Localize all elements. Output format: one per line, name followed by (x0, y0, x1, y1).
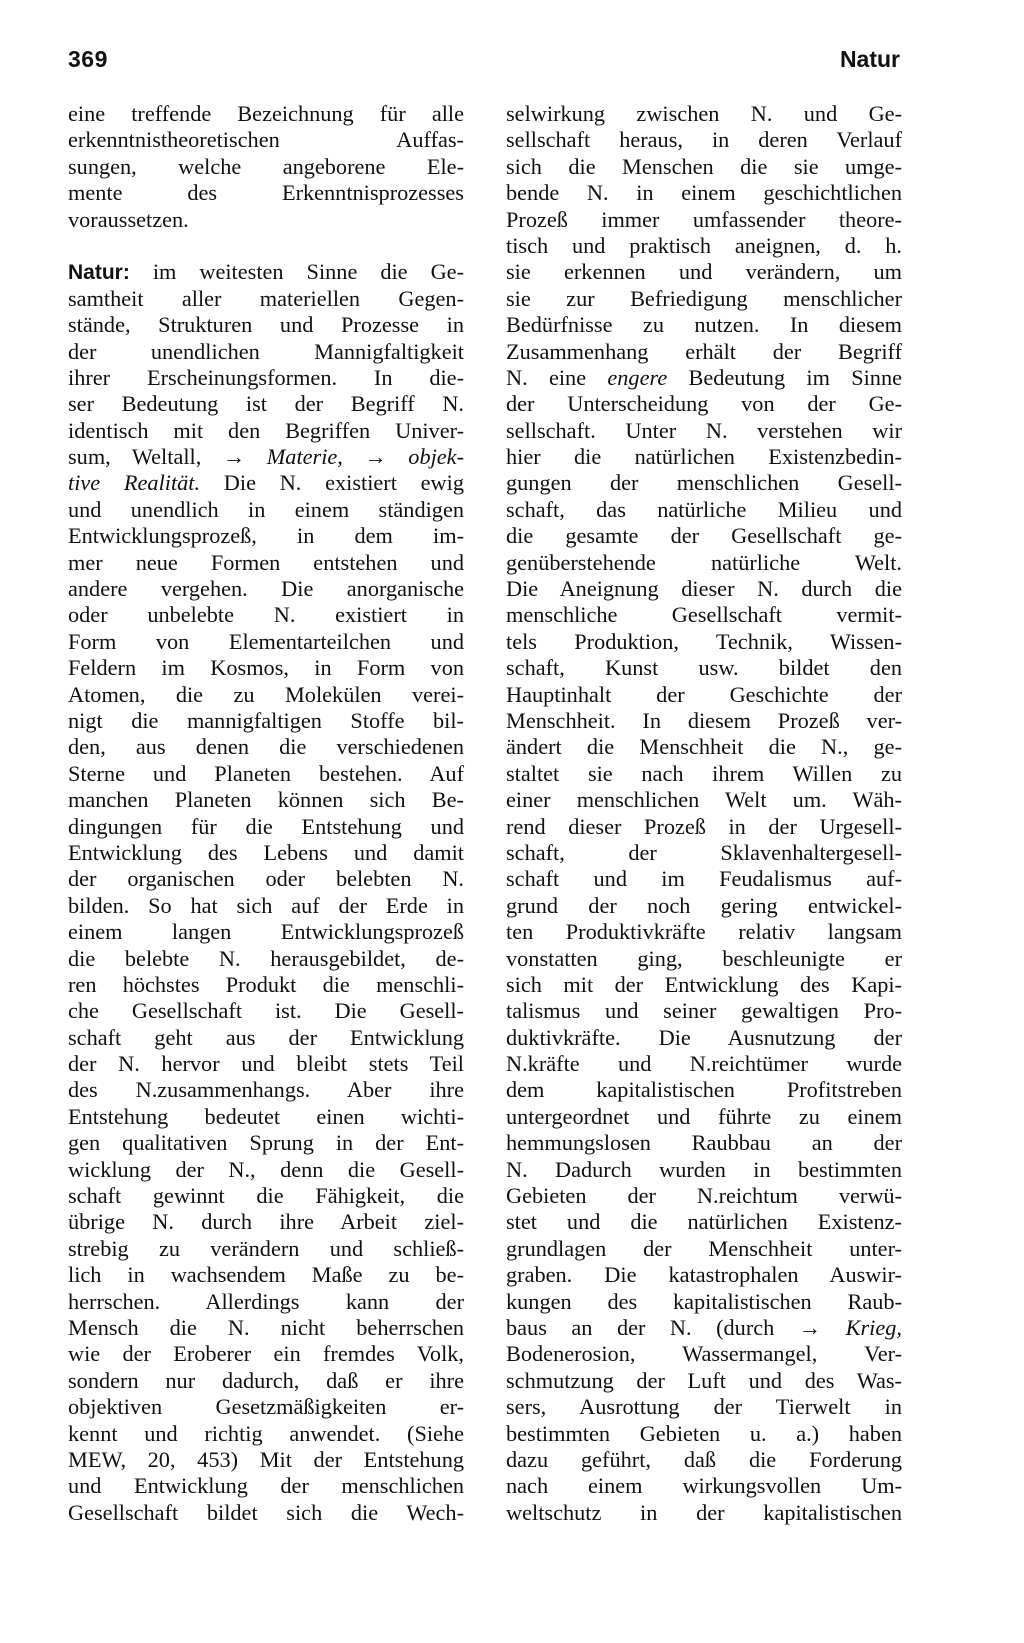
text-line: kungen des kapitalistischen Raub- (506, 1288, 902, 1314)
text-line: und Entwicklung der menschlichen (68, 1473, 464, 1499)
text-line-engere: N. eine engere Bedeutung im Sinne (506, 364, 902, 390)
text-line: Prozeß immer umfassender theore- (506, 206, 902, 232)
text-line: nigt die mannigfaltigen Stoffe bil- (68, 707, 464, 733)
text-line: der organischen oder belebten N. (68, 866, 464, 892)
text-line: grundlagen der Menschheit unter- (506, 1235, 902, 1261)
xref-krieg-link[interactable]: Krieg, (845, 1314, 902, 1340)
text-line: schmutzung der Luft und des Was- (506, 1367, 902, 1393)
entry-first-line: Natur: im weitesten Sinne die Ge- (68, 259, 464, 285)
text-line: schaft geht aus der Entwicklung (68, 1024, 464, 1050)
entry-keyword: Natur: (68, 261, 130, 285)
entry-body-continued (506, 391, 902, 1315)
entry-body-continued (506, 1341, 902, 1526)
text-line: ändert die Menschheit die N., ge- (506, 734, 902, 760)
running-head: Natur (839, 46, 900, 72)
page-number: 369 (68, 46, 108, 72)
text-line: tisch und praktisch aneignen, d. h. (506, 232, 902, 258)
text-line: nach einem wirkungsvollen Um- (506, 1473, 902, 1499)
text-line: grund der noch gering entwickel- (506, 892, 902, 918)
text-line: gungen der menschlichen Gesell- (506, 470, 902, 496)
text-line: che Gesellschaft ist. Die Gesell- (68, 998, 464, 1024)
text-line: sich mit der Entwicklung des Kapi- (506, 971, 902, 997)
text-line: hier die natürlichen Existenzbedin- (506, 444, 902, 470)
emphasis-engere: engere (607, 364, 668, 390)
text-line: Feldern im Kosmos, in Form von (68, 655, 464, 681)
text-line: MEW, 20, 453) Mit der Entstehung (68, 1446, 464, 1472)
text-line: talismus und seiner gewaltigen Pro- (506, 998, 902, 1024)
text-line: sich die Menschen die sie umge- (506, 153, 902, 179)
text-line: stände, Strukturen und Prozesse in (68, 312, 464, 338)
text-line: Entwicklung des Lebens und damit (68, 839, 464, 865)
text-line: genüberstehende natürliche Welt. (506, 549, 902, 575)
text-line: hemmungslosen Raubbau an der (506, 1130, 902, 1156)
text-line: sers, Ausrottung der Tierwelt in (506, 1394, 902, 1420)
text-line: Menschheit. In diesem Prozeß ver- (506, 707, 902, 733)
text-line: oder unbelebte N. existiert in (68, 602, 464, 628)
text-line: schaft, der Sklavenhaltergesell- (506, 839, 902, 865)
text-line: staltet sie nach ihrem Willen zu (506, 760, 902, 786)
text-line: schaft gewinnt die Fähigkeit, die (68, 1183, 464, 1209)
text-line: mer neue Formen entstehen und (68, 549, 464, 575)
text-line: einem langen Entwicklungsprozeß (68, 919, 464, 945)
xref-materie-link[interactable]: Materie, (266, 444, 343, 470)
text-line: eine treffende Bezeichnung für alle (68, 101, 464, 126)
text-line: und unendlich in einem ständigen (68, 496, 464, 522)
text-line: Mensch die N. nicht beherrschen (68, 1314, 464, 1340)
text-line: objektiven Gesetzmäßigkeiten er- (68, 1394, 464, 1420)
text-line: weltschutz in der kapitalistischen (506, 1499, 902, 1525)
text-line: schaft, Kunst usw. bildet den (506, 655, 902, 681)
text-line: manchen Planeten können sich Be- (68, 787, 464, 813)
text-line: duktivkräfte. Die Ausnutzung der (506, 1024, 902, 1050)
text-line: den, aus denen die verschiedenen (68, 734, 464, 760)
text-line: menschliche Gesellschaft vermit- (506, 602, 902, 628)
text-line: graben. Die katastrophalen Auswir- (506, 1262, 902, 1288)
text-line: Form von Elementarteilchen und (68, 628, 464, 654)
text-line: bestimmten Gebieten u. a.) haben (506, 1420, 902, 1446)
text-line: Bodenerosion, Wassermangel, Ver- (506, 1341, 902, 1367)
text-line: sungen, welche angeborene Ele- (68, 153, 464, 179)
text-line: N.kräfte und N.reichtümer wurde (506, 1051, 902, 1077)
text-line: kennt und richtig anwendet. (Siehe (68, 1420, 464, 1446)
text-line: dazu geführt, daß die Forderung (506, 1446, 902, 1472)
entry-body (68, 497, 464, 1526)
text-line: sellschaft. Unter N. verstehen wir (506, 417, 902, 443)
text-line: Gesellschaft bildet sich die Wech- (68, 1499, 464, 1525)
text-line: identisch mit den Begriffen Univer- (68, 417, 464, 443)
text-line: vonstatten ging, beschleunigte er (506, 945, 902, 971)
text-line: der Unterscheidung von der Ge- (506, 391, 902, 417)
text-line: die gesamte der Gesellschaft ge- (506, 523, 902, 549)
text-line: sellschaft heraus, in deren Verlauf (506, 127, 902, 153)
text-line: ren höchstes Produkt die menschli- (68, 971, 464, 997)
text-line: dingungen für die Entstehung und (68, 813, 464, 839)
text-line: Entwicklungsprozeß, in dem im- (68, 523, 464, 549)
xref-objektive-realitaet-link-cont[interactable]: tive Realität. (68, 470, 201, 496)
xref-objektive-realitaet-link[interactable]: objek- (408, 444, 465, 470)
cross-reference-line: tive Realität. Die N. existiert ewig (68, 470, 464, 496)
text-line: Gebieten der N.reichtum verwü- (506, 1183, 902, 1209)
text-line: der unendlichen Mannigfaltigkeit (68, 338, 464, 364)
text-line: N. Dadurch wurden in bestimmten (506, 1156, 902, 1182)
text-line: selwirkung zwischen N. und Ge- (506, 101, 902, 126)
right-column (506, 101, 902, 1526)
text-line: schaft, das natürliche Milieu und (506, 496, 902, 522)
text-line: Atomen, die zu Molekülen verei- (68, 681, 464, 707)
text-line: sie erkennen und verändern, um (506, 259, 902, 285)
text-line: dem kapitalistischen Profitstreben (506, 1077, 902, 1103)
text-line: ten Produktivkräfte relativ langsam (506, 919, 902, 945)
text-line: schaft und im Feudalismus auf- (506, 866, 902, 892)
text-line: Hauptinhalt der Geschichte der (506, 681, 902, 707)
text-line: mente des Erkenntnisprozesses (68, 180, 464, 206)
text-line: bende N. in einem geschichtlichen (506, 180, 902, 206)
text-line: Die Aneignung dieser N. durch die (506, 576, 902, 602)
text-line: Bedürfnisse zu nutzen. In diesem (506, 312, 902, 338)
text-line: erkenntnistheoretischen Auffas- (68, 127, 464, 153)
cross-reference-line: baus an der N. (durch → Krieg, (506, 1314, 902, 1340)
entry-body-continued (506, 101, 902, 365)
text-line: bilden. So hat sich auf der Erde in (68, 892, 464, 918)
text-line: rend dieser Prozeß in der Urgesell- (506, 813, 902, 839)
text-line: gen qualitativen Sprung in der Ent- (68, 1130, 464, 1156)
text-line: des N.zusammenhangs. Aber ihre (68, 1077, 464, 1103)
text-line: der N. hervor und bleibt stets Teil (68, 1051, 464, 1077)
text-line: lich in wachsendem Maße zu be- (68, 1262, 464, 1288)
left-column (68, 101, 464, 1526)
paragraph-gap (68, 233, 464, 259)
text-line: sie zur Befriedigung menschlicher (506, 285, 902, 311)
text-line: stet und die natürlichen Existenz- (506, 1209, 902, 1235)
text-line: samtheit aller materiellen Gegen- (68, 285, 464, 311)
text-line: Zusammenhang erhält der Begriff (506, 338, 902, 364)
text-line: tels Produktion, Technik, Wissen- (506, 628, 902, 654)
text-line: untergeordnet und führte zu einem (506, 1103, 902, 1129)
text-line: herrschen. Allerdings kann der (68, 1288, 464, 1314)
text-line: übrige N. durch ihre Arbeit ziel- (68, 1209, 464, 1235)
natur-entry (68, 259, 464, 1526)
text-line: wie der Eroberer ein fremdes Volk, (68, 1341, 464, 1367)
text-line: Sterne und Planeten bestehen. Auf (68, 760, 464, 786)
previous-entry-tail (68, 101, 464, 233)
text-line: voraussetzen. (68, 206, 189, 232)
text-line: ihrer Erscheinungsformen. In die- (68, 364, 464, 390)
text-line: strebig zu verändern und schließ- (68, 1235, 464, 1261)
text-line: Entstehung bedeutet einen wichti- (68, 1103, 464, 1129)
text-line: die belebte N. herausgebildet, de- (68, 945, 464, 971)
text-line: andere vergehen. Die anorganische (68, 576, 464, 602)
text-line: einer menschlichen Welt um. Wäh- (506, 787, 902, 813)
text-line: ser Bedeutung ist der Begriff N. (68, 391, 464, 417)
text-line: sondern nur dadurch, daß er ihre (68, 1367, 464, 1393)
cross-reference-line: sum, Weltall, → Materie, → objek- (68, 444, 465, 470)
text-line: wicklung der N., denn die Gesell- (68, 1156, 464, 1182)
